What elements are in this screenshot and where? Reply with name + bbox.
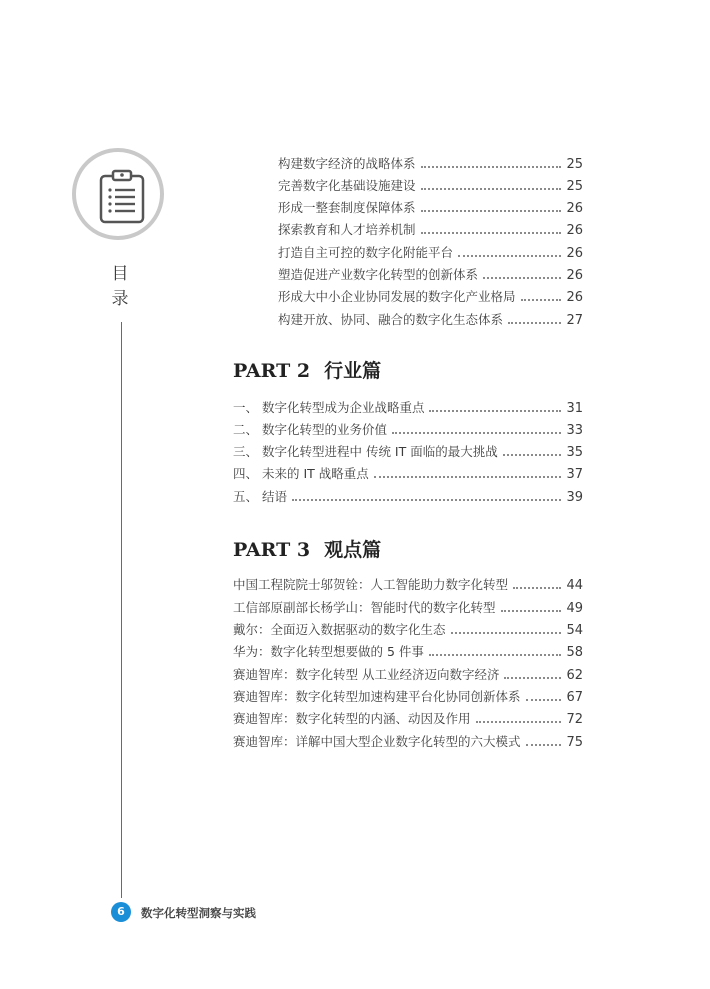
toc-entry[interactable]: 三、 数字化转型进程中 传统 IT 面临的最大挑战 35 (233, 444, 583, 460)
toc-entry[interactable]: 构建开放、协同、融合的数字化生态体系 27 (278, 312, 583, 328)
toc-entry[interactable]: 工信部原副部长杨学山：智能时代的数字化转型 49 (233, 600, 583, 616)
toc-title-char-2: 录 (111, 289, 129, 309)
toc-entry[interactable]: 赛迪智库：详解中国大型企业数字化转型的六大模式 75 (233, 734, 583, 750)
toc-entry[interactable]: 五、 结语 39 (233, 489, 583, 505)
clipboard-icon (98, 168, 146, 224)
part-label: PART 2 (233, 360, 311, 382)
toc-entry[interactable]: 华为：数字化转型想要做的 5 件事 58 (233, 644, 583, 660)
toc-vertical-title (108, 262, 132, 312)
toc-entry[interactable]: 赛迪智库：数字化转型的内涵、动因及作用 72 (233, 711, 583, 727)
toc-entry[interactable]: 中国工程院院士邬贺铨：人工智能助力数字化转型 44 (233, 577, 583, 593)
part-name: 行业篇 (324, 360, 382, 382)
part-3-heading (233, 535, 381, 562)
part-2-heading (233, 356, 381, 383)
toc-entry[interactable]: 形成一整套制度保障体系 26 (278, 200, 583, 216)
toc-entry[interactable]: 形成大中小企业协同发展的数字化产业格局 26 (278, 289, 583, 305)
toc-title-char-1: 目 (111, 264, 129, 284)
toc-entry[interactable]: 戴尔：全面迈入数据驱动的数字化生态 54 (233, 622, 583, 638)
part-name: 观点篇 (324, 539, 382, 561)
toc-entry[interactable]: 赛迪智库：数字化转型 从工业经济迈向数字经济 62 (233, 667, 583, 683)
page-number-badge: 6 (111, 902, 131, 922)
toc-entry[interactable]: 构建数字经济的战略体系 25 (278, 156, 583, 172)
part-label: PART 3 (233, 539, 311, 561)
toc-entry[interactable]: 探索教育和人才培养机制 26 (278, 222, 583, 238)
toc-badge (72, 148, 164, 240)
sidebar-divider-line (121, 322, 122, 898)
toc-entry[interactable]: 赛迪智库：数字化转型加速构建平台化协同创新体系 67 (233, 689, 583, 705)
toc-entry[interactable]: 打造自主可控的数字化附能平台 26 (278, 245, 583, 261)
toc-entry[interactable]: 一、 数字化转型成为企业战略重点 31 (233, 400, 583, 416)
toc-entry[interactable]: 四、 未来的 IT 战略重点 37 (233, 466, 583, 482)
toc-entry[interactable]: 二、 数字化转型的业务价值 33 (233, 422, 583, 438)
book-title: 数字化转型洞察与实践 (141, 906, 256, 920)
toc-entry[interactable]: 塑造促进产业数字化转型的创新体系 26 (278, 267, 583, 283)
toc-entry[interactable]: 完善数字化基础设施建设 25 (278, 178, 583, 194)
